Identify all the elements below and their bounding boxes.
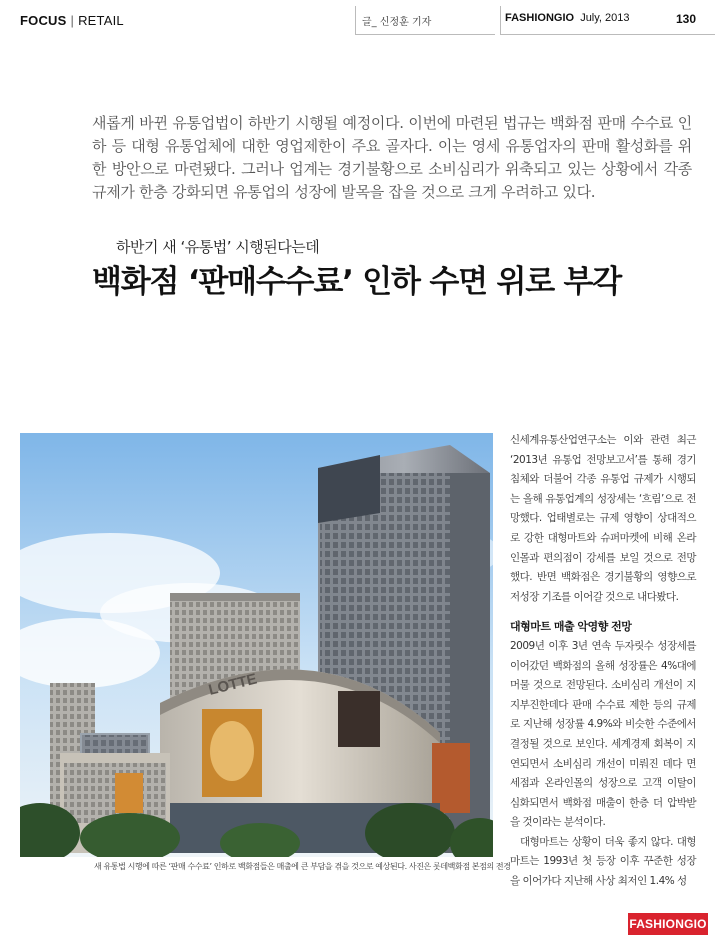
article-headline: 백화점 ‘판매수수료’ 인하 수면 위로 부각 [92, 264, 622, 300]
header-divider [500, 6, 501, 34]
subheading: 대형마트 매출 악영향 전망 [510, 620, 632, 634]
body-paragraph: 2009년 이후 3년 연속 두자릿수 성장세를 이어갔던 백화점의 올해 성장률은 4%대에 머물 것으로 전망된다. 소비심리 개선이 지지부진한데다 판매 수수료 제한 등의 규제로 지난해 성장률 4.9%와 비슷한 수준에서 결정될 것으로 보인다. 세계경제 회복이 지연되면서 소비심리 개선이 미뤄진 데다 면세점과 온라인몰의 성장으로 고객 이탈이 심화되면서 백화점 매출이 한층 더 압박받을 것이라는 분석이다. [510, 639, 696, 829]
issue-date: July, 2013 [580, 12, 630, 24]
section-label [20, 13, 124, 28]
author-credit: 글_ 신정훈 기자 [362, 17, 432, 28]
store-photo [20, 433, 493, 857]
page-number: 130 [676, 12, 697, 26]
category-name: RETAIL [78, 13, 124, 28]
body-column [510, 431, 696, 892]
fashiongio-logo: FASHIONGIO [628, 913, 708, 935]
body-paragraph: 대형마트는 상황이 더욱 좋지 않다. 대형마트는 1993년 첫 등장 이후 꾸준한 성장을 이어가다 지난해 사상 최저인 1.4% 성 [510, 835, 696, 888]
section-name: FOCUS [20, 13, 67, 28]
section-separator: | [70, 13, 75, 28]
store-sign: LOTTE [206, 670, 259, 699]
photo-caption: 새 유통법 시행에 따른 ‘판매 수수료’ 인하로 백화점들은 매출에 큰 부담을 겪을 것으로 예상된다. 사진은 롯데백화점 본점의 전경 [94, 862, 511, 871]
header-rule [500, 34, 715, 35]
article-kicker: 하반기 새 ‘유통법’ 시행된다는데 [116, 238, 320, 256]
header-divider [355, 6, 356, 34]
magazine-issue [505, 12, 630, 24]
page-header [0, 0, 720, 36]
magazine-name: FASHIONGIO [505, 12, 575, 24]
header-rule [355, 34, 495, 35]
intro-paragraph: 새롭게 바뀐 유통업법이 하반기 시행될 예정이다. 이번에 마련된 법규는 백화점 판매 수수료 인하 등 대형 유통업체에 대한 영업제한이 주요 골자다. 이는 영세 유통업자의 판매 활성화를 위한 방안으로 마련됐다. 그러나 업계는 경기불황으로 소비심리가 위축되고 있는 상황에서 각종 규제가 한층 강화되면 유통업의 성장에 발목을 잡을 것으로 크게 우려하고 있다. [92, 114, 692, 201]
body-paragraph: 신세계유통산업연구소는 이와 관련 최근 ‘2013년 유통업 전망보고서’를 통해 경기침체와 더불어 각종 유통업 규제가 시행되는 올해 유통업계의 성장세는 ‘흐림’으로 전망했다. 업태별로는 규제 영향이 상대적으로 강한 대형마트와 슈퍼마켓에 비해 온라인몰과 편의점이 강세를 보일 것으로 전망했다. 반면 백화점은 경기불황의 영향으로 저성장 기조를 이어갈 것으로 내다봤다. [510, 434, 696, 603]
